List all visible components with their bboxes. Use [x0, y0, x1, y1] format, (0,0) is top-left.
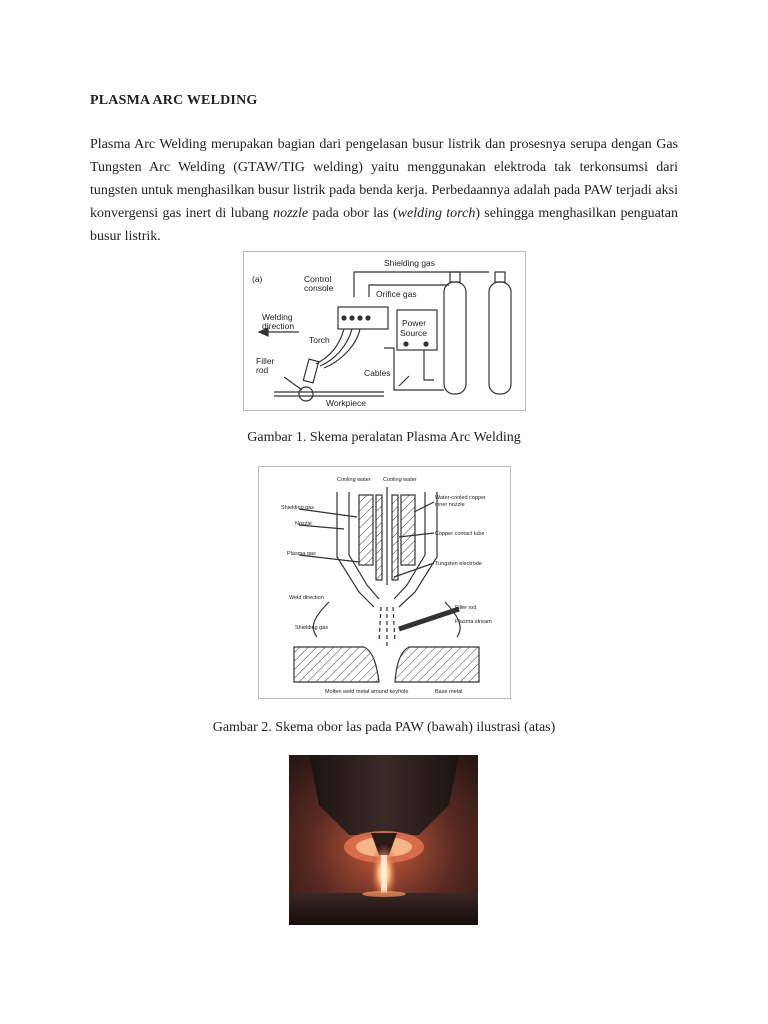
intro-paragraph: Plasma Arc Welding merupakan bagian dari pengelasan busur listrik dan prosesnya serupa dengan Gas Tungsten Arc Welding (GTAW/TIG welding) yaitu menggunakan elektroda tak terkonsumsi dari tungsten untuk menghasilkan busur listrik pada benda kerja. Perbedaannya adalah pada PAW terjadi aksi konvergensi gas inert di lubang nozzle pada obor las (welding torch) sehingga menghasilkan penguatan busur listrik. [90, 137, 678, 244]
fig1-panel-label: (a) [252, 274, 263, 284]
fig2-molten-metal-label: Molten weld metal around keyhole [325, 689, 409, 695]
welding-torch-term: welding torch [397, 206, 476, 221]
svg-text:console: console [304, 283, 334, 293]
svg-text:inner nozzle: inner nozzle [435, 502, 465, 508]
figure-1-caption: Gambar 1. Skema peralatan Plasma Arc Welding [247, 430, 521, 445]
figure-2-caption: Gambar 2. Skema obor las pada PAW (bawah) ilustrasi (atas) [212, 720, 556, 735]
fig2-base-metal-label: Base metal [435, 689, 463, 695]
fig1-torch-label: Torch [309, 335, 330, 345]
fig1-workpiece-label: Workpiece [326, 398, 366, 408]
fig1-power-source-label: Power [402, 318, 427, 328]
fig2-weld-direction-label: Weld direction [289, 595, 324, 601]
fig2-cooling-water-2-label: Cooling water [383, 477, 417, 483]
svg-text:direction: direction [262, 321, 295, 331]
fig2-tungsten-electrode-label: Tungsten electrode [435, 561, 482, 567]
fig2-cooling-water-1-label: Cooling water [337, 477, 371, 483]
fig1-control-console-label: Control [304, 274, 332, 284]
fig2-contact-tube-label: Copper contact tube [435, 531, 485, 537]
fig2-shielding-gas-2-label: Shielding gas [295, 625, 329, 631]
svg-text:Source: Source [400, 328, 427, 338]
fig2-plasma-stream-label: Plasma stream [455, 619, 492, 625]
fig1-orifice-gas-label: Orifice gas [376, 289, 417, 299]
fig2-water-cooled-nozzle-label: Water-cooled copper [435, 495, 486, 501]
fig1-welding-direction-label: Welding [262, 312, 293, 322]
figure-1-equipment-schematic [243, 251, 526, 411]
nozzle-term: nozzle [273, 206, 309, 221]
figure-2-torch-schematic [258, 466, 511, 699]
fig2-shielding-gas-label: Shielding gas [281, 505, 315, 511]
fig2-filler-rod-label: Filler rod [455, 605, 477, 611]
fig1-cables-label: Cables [364, 368, 391, 378]
plasma-torch-photo [289, 755, 478, 925]
fig1-filler-rod-label: Filler [256, 356, 275, 366]
fig1-shielding-gas-label: Shielding gas [384, 258, 436, 268]
fig2-nozzle-label: Nozzle [295, 521, 312, 527]
fig2-plasma-gas-label: Plasma gas [287, 551, 316, 557]
document-heading: PLASMA ARC WELDING [90, 93, 258, 108]
svg-text:rod: rod [256, 365, 269, 375]
